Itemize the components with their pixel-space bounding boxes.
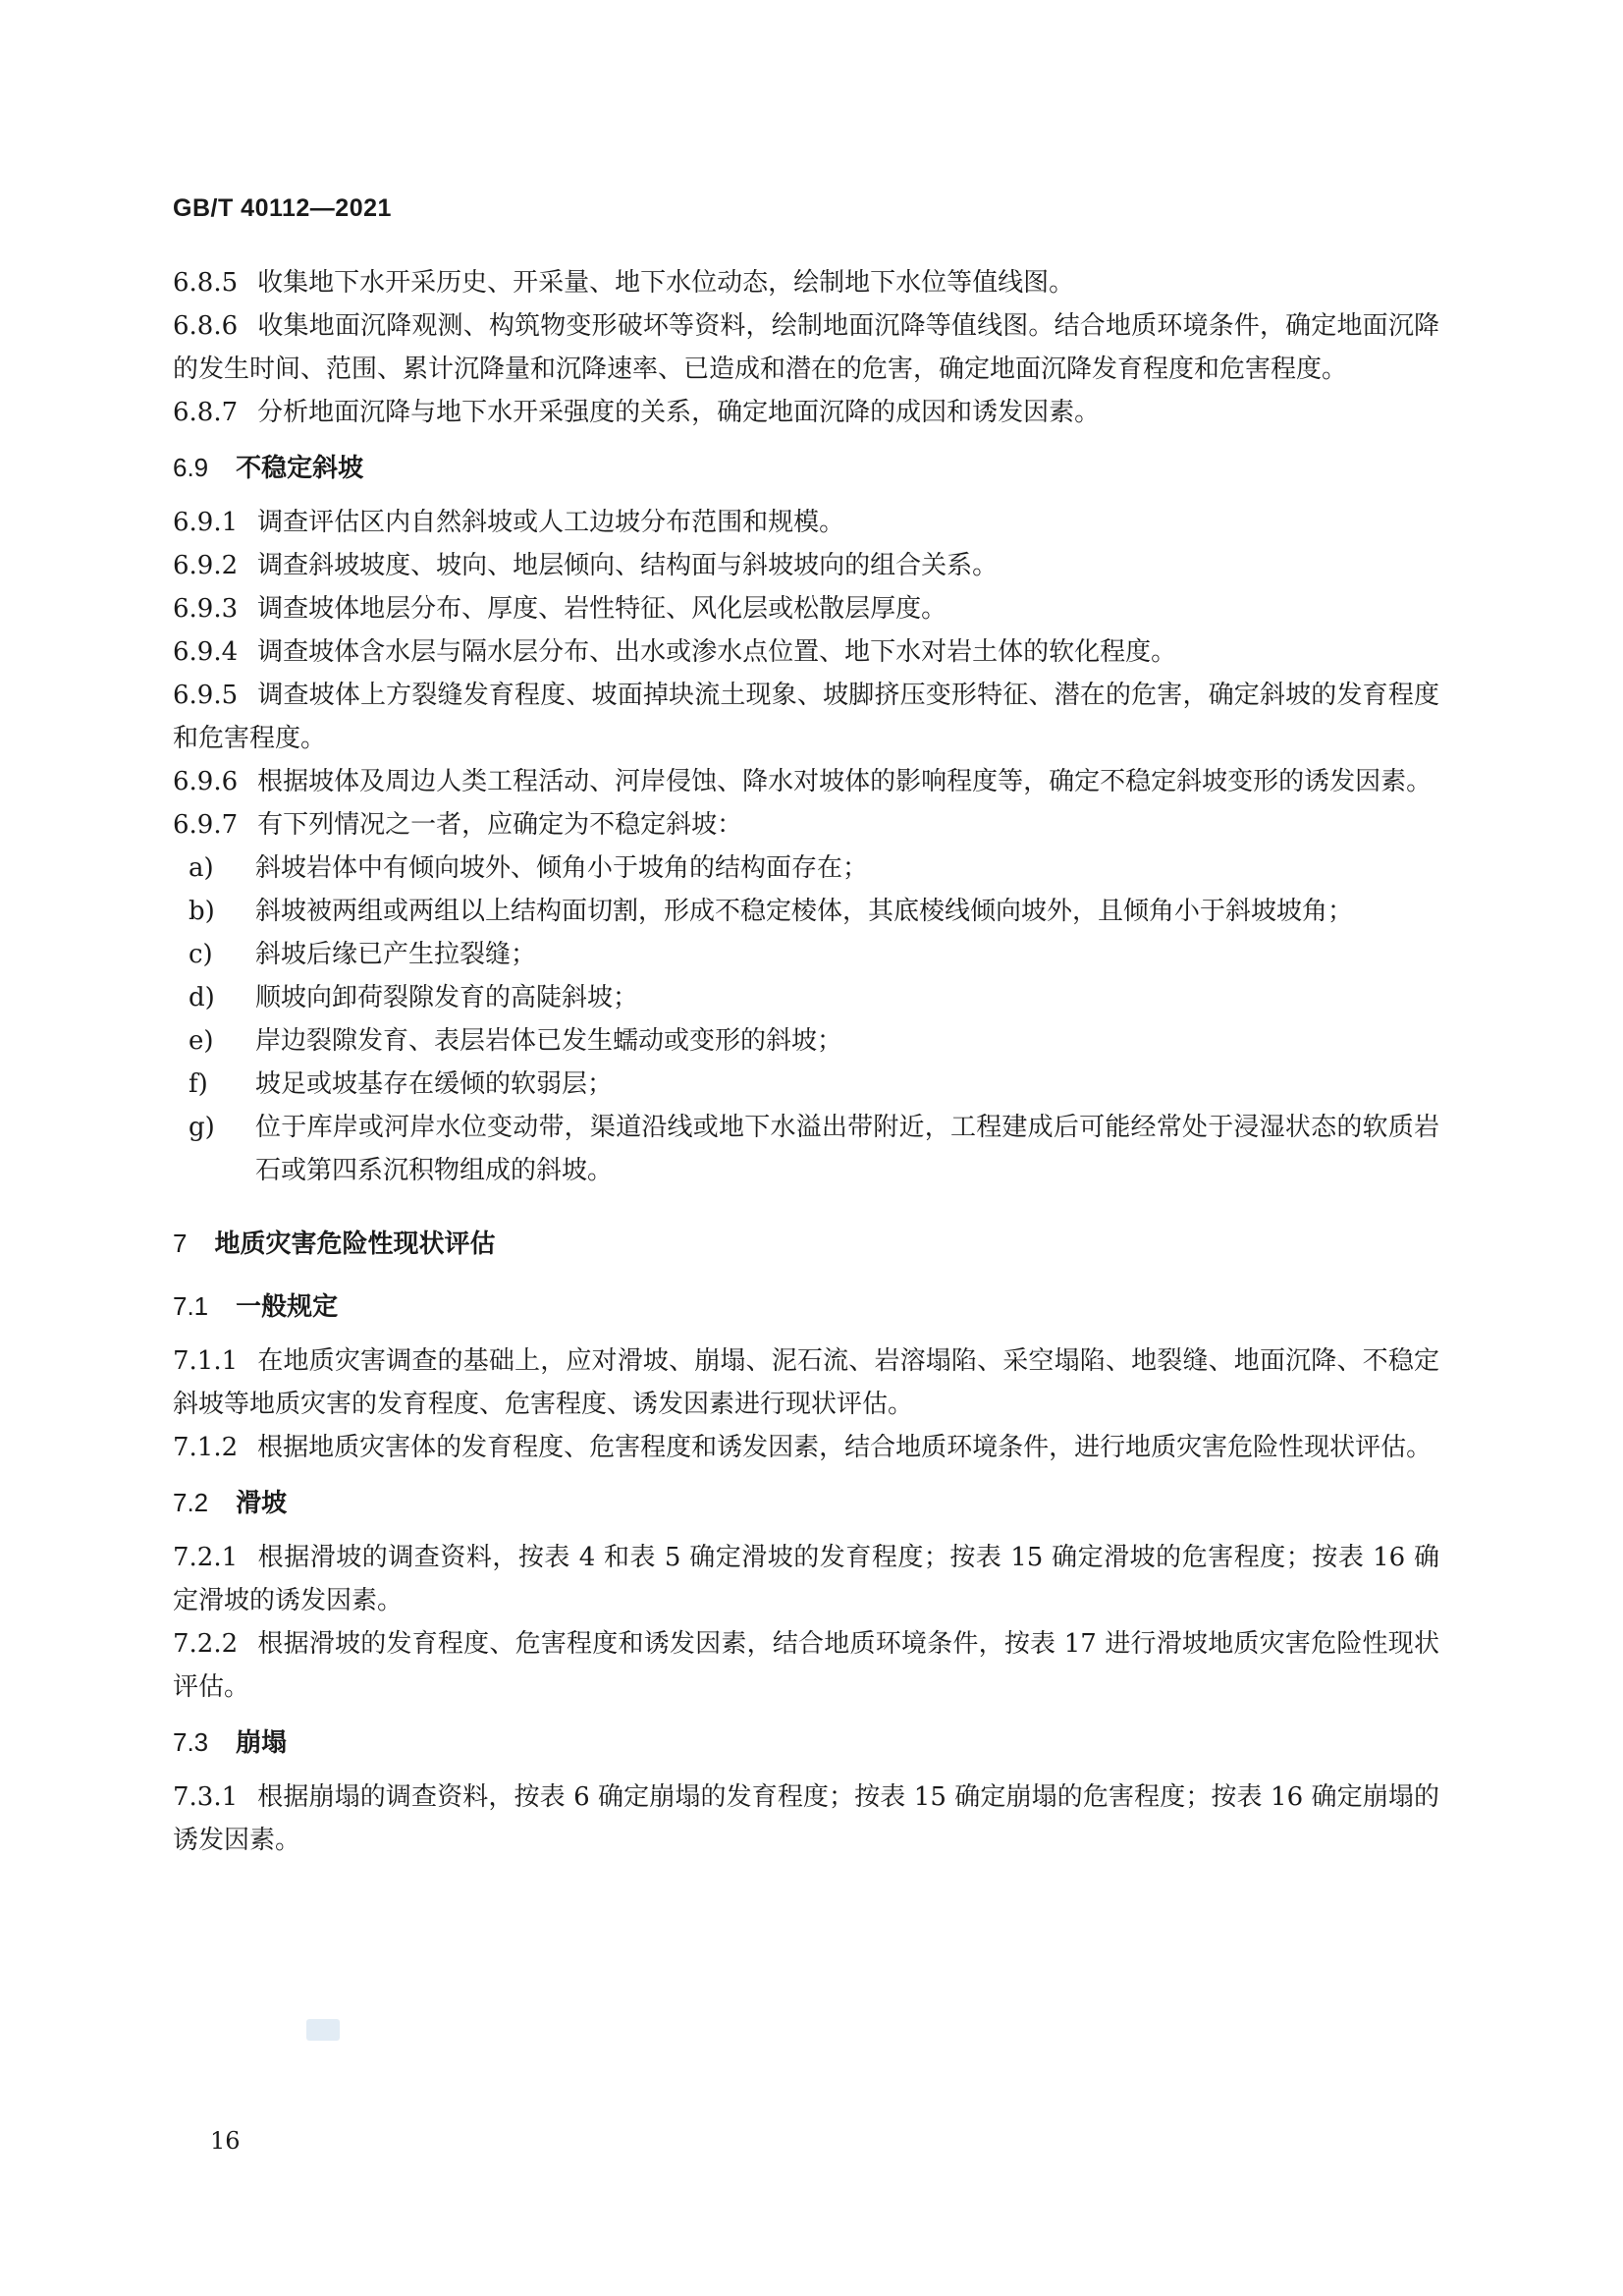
- list-item: [173, 1106, 1439, 1192]
- clause-paragraph: [173, 501, 1439, 544]
- list-item: [173, 933, 1439, 976]
- heading-number: 6.9: [173, 453, 209, 482]
- clause-number: 6.9.1: [173, 508, 239, 537]
- heading-number: 7: [173, 1229, 188, 1258]
- clause-text: 调查坡体地层分布、厚度、岩性特征、风化层或松散层厚度。: [257, 594, 947, 624]
- watermark-stamp: [306, 2019, 340, 2041]
- list-item-text: 斜坡被两组或两组以上结构面切割，形成不稳定棱体，其底棱线倾向坡外，且倾角小于斜坡坡角；: [255, 897, 1354, 926]
- clause-paragraph: [173, 261, 1439, 304]
- clause-paragraph: [173, 1339, 1439, 1426]
- section-heading: [173, 1721, 1439, 1764]
- standard-code: GB/T 40112—2021: [173, 194, 392, 222]
- heading-title: 一般规定: [236, 1291, 339, 1321]
- document-body: [173, 261, 1439, 1862]
- list-marker: g): [189, 1113, 215, 1142]
- clause-number: 7.1.1: [173, 1346, 239, 1376]
- heading-title: 崩塌: [236, 1727, 288, 1757]
- list-marker: d): [189, 983, 215, 1012]
- section-heading: [173, 446, 1439, 489]
- list-item-text: 斜坡岩体中有倾向坡外、倾角小于坡角的结构面存在；: [255, 853, 869, 883]
- list-marker: f): [189, 1069, 208, 1099]
- heading-title: 地质灾害危险性现状评估: [214, 1229, 496, 1258]
- clause-number: 6.9.3: [173, 594, 239, 624]
- heading-number: 7.2: [173, 1488, 209, 1517]
- clause-text: 有下列情况之一者，应确定为不稳定斜坡：: [257, 810, 743, 840]
- clause-number: 6.9.7: [173, 810, 239, 840]
- list-item: [173, 976, 1439, 1019]
- list-item-text: 顺坡向卸荷裂隙发育的高陡斜坡；: [255, 983, 639, 1012]
- clause-text: 收集地下水开采历史、开采量、地下水位动态，绘制地下水位等值线图。: [257, 268, 1075, 298]
- clause-text: 调查斜坡坡度、坡向、地层倾向、结构面与斜坡坡向的组合关系。: [257, 551, 999, 580]
- list-item: [173, 1063, 1439, 1106]
- clause-paragraph: [173, 803, 1439, 847]
- clause-paragraph: [173, 1776, 1439, 1862]
- clause-text: 根据滑坡的调查资料，按表 4 和表 5 确定滑坡的发育程度；按表 15 确定滑坡的危害程度；按表 16 确定滑坡的诱发因素。: [173, 1543, 1439, 1615]
- clause-paragraph: [173, 1426, 1439, 1469]
- clause-paragraph: [173, 674, 1439, 760]
- list-item-text: 位于库岸或河岸水位变动带，渠道沿线或地下水溢出带附近，工程建成后可能经常处于浸湿状态的软质岩石或第四系沉积物组成的斜坡。: [255, 1113, 1439, 1185]
- clause-text: 在地质灾害调查的基础上，应对滑坡、崩塌、泥石流、岩溶塌陷、采空塌陷、地裂缝、地面沉降、不稳定斜坡等地质灾害的发育程度、危害程度、诱发因素进行现状评估。: [173, 1346, 1439, 1419]
- list-marker: c): [189, 940, 213, 969]
- clause-paragraph: [173, 760, 1439, 803]
- list-item-text: 斜坡后缘已产生拉裂缝；: [255, 940, 537, 969]
- clause-text: 根据滑坡的发育程度、危害程度和诱发因素，结合地质环境条件，按表 17 进行滑坡地质灾害危险性现状评估。: [173, 1629, 1439, 1702]
- list-item-text: 岸边裂隙发育、表层岩体已发生蠕动或变形的斜坡；: [255, 1026, 843, 1056]
- clause-paragraph: [173, 304, 1439, 391]
- list-marker: b): [189, 897, 215, 926]
- clause-paragraph: [173, 1536, 1439, 1622]
- page-number: 16: [210, 2127, 241, 2155]
- clause-text: 根据地质灾害体的发育程度、危害程度和诱发因素，结合地质环境条件，进行地质灾害危险性现状评估。: [257, 1433, 1433, 1462]
- clause-text: 收集地面沉降观测、构筑物变形破坏等资料，绘制地面沉降等值线图。结合地质环境条件，确定地面沉降的发生时间、范围、累计沉降量和沉降速率、已造成和潜在的危害，确定地面沉降发育程度和危害程度。: [173, 311, 1439, 384]
- clause-paragraph: [173, 1622, 1439, 1709]
- clause-text: 调查坡体含水层与隔水层分布、出水或渗水点位置、地下水对岩土体的软化程度。: [257, 637, 1177, 667]
- clause-text: 调查坡体上方裂缝发育程度、坡面掉块流土现象、坡脚挤压变形特征、潜在的危害，确定斜坡的发育程度和危害程度。: [173, 681, 1439, 753]
- list-item-text: 坡足或坡基存在缓倾的软弱层；: [255, 1069, 614, 1099]
- heading-title: 不稳定斜坡: [236, 453, 364, 482]
- list-item: [173, 890, 1439, 933]
- clause-text: 分析地面沉降与地下水开采强度的关系，确定地面沉降的成因和诱发因素。: [257, 398, 1101, 427]
- section-heading: [173, 1481, 1439, 1524]
- section-heading: [173, 1285, 1439, 1328]
- clause-number: 6.9.2: [173, 551, 239, 580]
- clause-paragraph: [173, 391, 1439, 434]
- clause-number: 7.3.1: [173, 1782, 239, 1812]
- clause-paragraph: [173, 587, 1439, 630]
- clause-paragraph: [173, 544, 1439, 587]
- clause-paragraph: [173, 630, 1439, 674]
- heading-number: 7.1: [173, 1291, 209, 1321]
- clause-text: 根据崩塌的调查资料，按表 6 确定崩塌的发育程度；按表 15 确定崩塌的危害程度；按表 16 确定崩塌的诱发因素。: [173, 1782, 1439, 1855]
- clause-number: 6.9.4: [173, 637, 239, 667]
- clause-number: 7.2.1: [173, 1543, 239, 1572]
- clause-number: 6.8.6: [173, 311, 239, 341]
- list-item: [173, 847, 1439, 890]
- list-item: [173, 1019, 1439, 1063]
- clause-number: 7.1.2: [173, 1433, 239, 1462]
- clause-number: 6.9.6: [173, 767, 239, 796]
- clause-number: 6.8.5: [173, 268, 239, 298]
- heading-title: 滑坡: [236, 1488, 288, 1517]
- chapter-heading: [173, 1222, 1439, 1265]
- list-marker: a): [189, 853, 214, 883]
- clause-number: 6.9.5: [173, 681, 239, 710]
- list-marker: e): [189, 1026, 214, 1056]
- clause-text: 调查评估区内自然斜坡或人工边坡分布范围和规模。: [257, 508, 845, 537]
- clause-number: 6.8.7: [173, 398, 239, 427]
- heading-number: 7.3: [173, 1727, 209, 1757]
- clause-number: 7.2.2: [173, 1629, 239, 1659]
- clause-text: 根据坡体及周边人类工程活动、河岸侵蚀、降水对坡体的影响程度等，确定不稳定斜坡变形的诱发因素。: [257, 767, 1433, 796]
